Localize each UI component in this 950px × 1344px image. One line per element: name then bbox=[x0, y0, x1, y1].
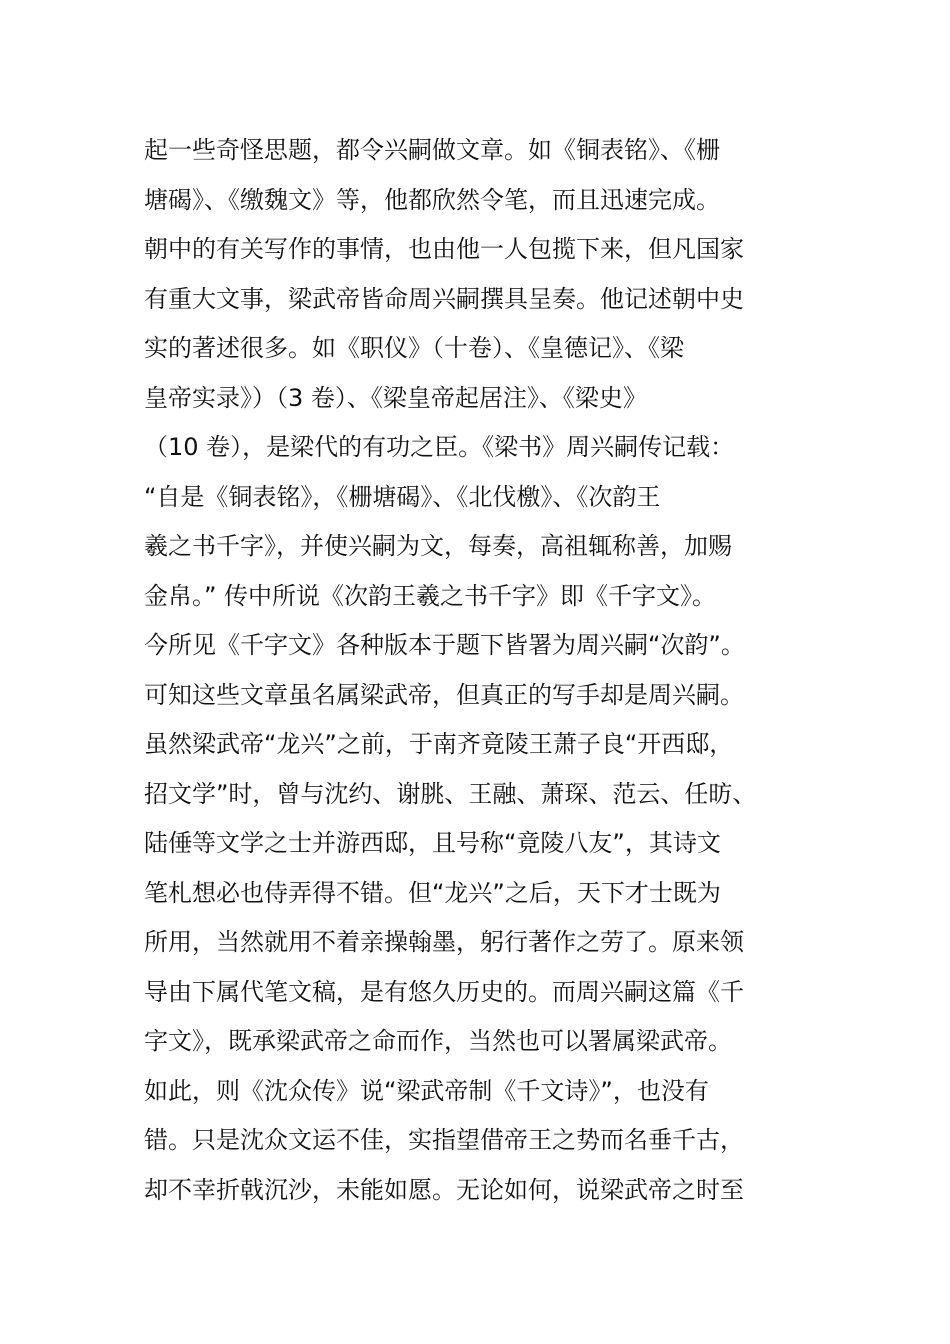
text-line-7: （10 卷），是梁代的有功之臣。《梁书》周兴嗣传记载： bbox=[144, 433, 735, 461]
text-line-4: 有重大文事，梁武帝皆命周兴嗣撰具呈奏。他记述朝中史 bbox=[144, 284, 744, 313]
text-line-20: 如此，则《沈众传》说“梁武帝制《千文诗》”，也没有 bbox=[144, 1076, 709, 1105]
text-line-10: 金帛。” 传中所说《次韵王羲之书千字》即《千字文》。 bbox=[144, 581, 717, 610]
body-text bbox=[144, 126, 824, 1215]
text-line-14: 招文学”时，曾与沈约、谢朓、王融、萧琛、范云、任昉、 bbox=[144, 779, 757, 808]
text-line-15: 陆倕等文学之士并游西邸，且号称“竟陵八友”，其诗文 bbox=[144, 829, 721, 857]
text-line-19: 字文》，既承梁武帝之命而作，当然也可以署属梁武帝。 bbox=[144, 1027, 732, 1055]
text-line-1: 起一些奇怪思题，都令兴嗣做文章。如《铜表铭》、《栅 bbox=[144, 136, 720, 164]
text-line-5: 实的著述很多。如《职仪》（十卷）、《皇德记》、《梁 bbox=[144, 334, 684, 362]
text-line-6: 皇帝实录》）（3 卷）、《梁皇帝起居注》、《梁史》 bbox=[144, 383, 647, 412]
text-line-11: 今所见《千字文》各种版本于题下皆署为周兴嗣“次韵”。 bbox=[144, 631, 745, 659]
text-line-18: 导由下属代笔文稿，是有悠久历史的。而周兴嗣这篇《千 bbox=[144, 977, 744, 1006]
text-line-17: 所用，当然就用不着亲操翰墨，躬行著作之劳了。原来领 bbox=[144, 928, 744, 956]
text-line-21: 错。只是沈众文运不佳，实指望借帝王之势而名垂千古， bbox=[144, 1126, 744, 1154]
text-line-12: 可知这些文章虽名属梁武帝，但真正的写手却是周兴嗣。 bbox=[144, 680, 744, 709]
text-line-2: 塘碣》、《缴魏文》等，他都欣然令笔，而且迅速完成。 bbox=[144, 185, 720, 214]
text-line-3: 朝中的有关写作的事情，也由他一人包揽下来，但凡国家 bbox=[144, 235, 744, 263]
text-line-22: 却不幸折戟沉沙，未能如愿。无论如何，说梁武帝之时至 bbox=[144, 1175, 744, 1204]
text-line-9: 羲之书千字》，并使兴嗣为文，每奏，高祖辄称善，加赐 bbox=[144, 532, 732, 560]
text-line-8: “自是《铜表铭》，《栅塘碣》、《北伐檄》、《次韵王 bbox=[144, 482, 661, 511]
text-line-13: 虽然梁武帝“龙兴”之前，于南齐竟陵王萧子良“开西邸， bbox=[144, 730, 734, 758]
text-line-16: 笔札想必也侍弄得不错。但“龙兴”之后，天下才士既为 bbox=[144, 878, 721, 907]
